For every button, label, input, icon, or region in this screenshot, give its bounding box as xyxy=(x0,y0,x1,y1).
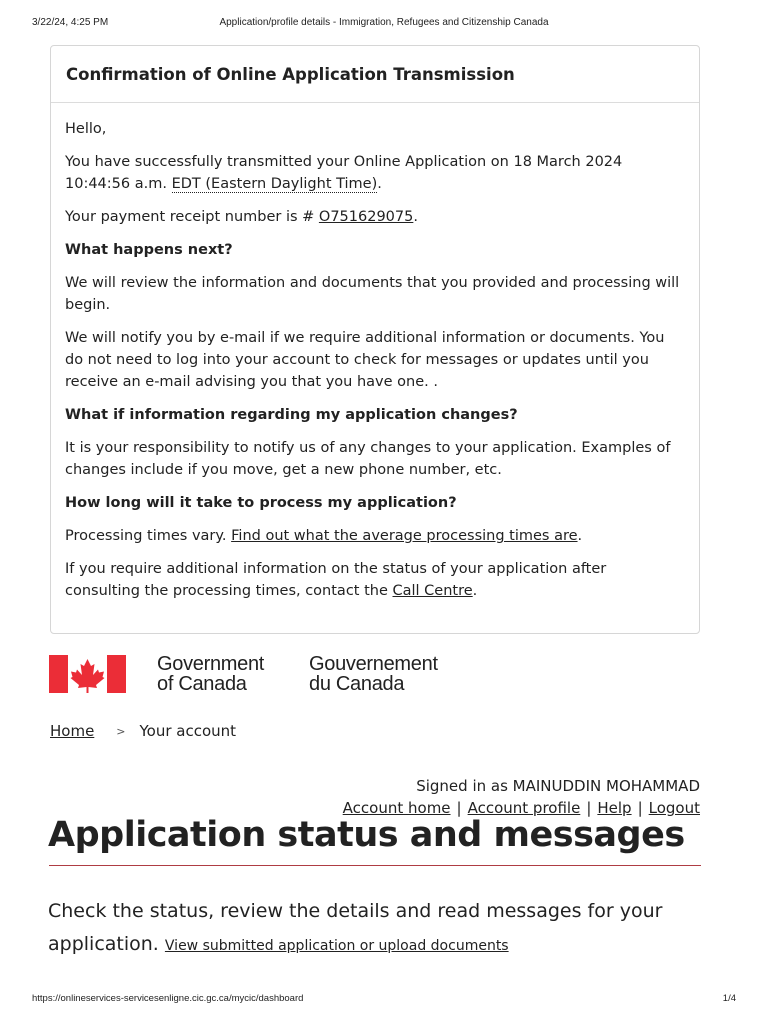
account-profile-link[interactable]: Account profile xyxy=(467,799,581,817)
status-suffix: . xyxy=(472,583,478,599)
print-header xyxy=(32,17,736,31)
help-link[interactable]: Help xyxy=(597,799,632,817)
next-paragraph-1: We will review the information and documents that you provided and processing will begin. xyxy=(65,275,680,313)
view-application-link[interactable]: View submitted application or upload documents xyxy=(164,938,509,954)
breadcrumb-separator: > xyxy=(116,724,126,738)
transmission-message xyxy=(65,151,685,195)
status-paragraph xyxy=(65,558,685,602)
breadcrumb-current: Your account xyxy=(139,722,237,740)
print-datetime: 3/22/24, 4:25 PM xyxy=(32,17,109,28)
changes-heading: What if information regarding my application changes? xyxy=(65,407,518,423)
receipt-text: Your payment receipt number is # xyxy=(65,209,319,225)
title-underline xyxy=(49,865,701,866)
gc-french-wordmark xyxy=(309,654,438,694)
confirmation-panel-header xyxy=(51,46,699,103)
page-title: Application status and messages xyxy=(48,815,685,855)
gc-fr-line-1: Gouvernement xyxy=(309,653,438,675)
transmission-text: You have successfully transmitted your Online Application on 18 March 2024 10:44:56 a.m. xyxy=(65,154,623,192)
print-page-title: Application/profile details - Immigration, Refugees and Citizenship Canada xyxy=(219,17,549,28)
print-page-number: 1/4 xyxy=(722,993,736,1004)
lead-text: Check the status, review the details and read messages for your application. xyxy=(48,900,663,955)
call-centre-link[interactable]: Call Centre xyxy=(392,583,473,599)
processing-time-text: Processing times vary. xyxy=(65,528,232,544)
transmission-suffix: . xyxy=(377,176,382,192)
gc-en-line-1: Government xyxy=(157,653,265,675)
processing-time-paragraph xyxy=(65,525,685,547)
print-footer xyxy=(32,993,736,1007)
signed-in-as: Signed in as MAINUDDIN MOHAMMAD xyxy=(416,777,700,795)
greeting: Hello, xyxy=(65,121,107,137)
next-paragraph-2: We will notify you by e-mail if we require additional information or documents. You do not need to log into your account to check for messages or updates until you receive an e-mail advising you that you have one. . xyxy=(65,330,665,390)
confirmation-panel-body xyxy=(51,103,699,602)
lead-paragraph xyxy=(48,895,708,963)
receipt-suffix: . xyxy=(413,209,418,225)
account-home-link[interactable]: Account home xyxy=(342,799,451,817)
breadcrumb xyxy=(50,722,236,740)
processing-time-suffix: . xyxy=(577,528,583,544)
confirmation-heading: Confirmation of Online Application Transmission xyxy=(66,64,515,84)
confirmation-panel xyxy=(50,45,700,634)
timezone-abbr: EDT (Eastern Daylight Time) xyxy=(171,176,378,192)
logout-link[interactable]: Logout xyxy=(648,799,700,817)
status-text: If you require additional information on the status of your application after consulting the processing times, contact the xyxy=(65,561,607,599)
link-separator: | xyxy=(456,799,462,817)
gc-en-line-2: of Canada xyxy=(157,673,247,695)
link-separator: | xyxy=(586,799,592,817)
breadcrumb-home-link[interactable]: Home xyxy=(50,722,95,740)
receipt-number-link[interactable]: O751629075 xyxy=(318,209,414,225)
processing-time-heading: How long will it take to process my application? xyxy=(65,495,457,511)
receipt-message xyxy=(65,206,685,228)
gc-fr-line-2: du Canada xyxy=(309,673,405,695)
account-menu xyxy=(343,775,700,819)
processing-times-link[interactable]: Find out what the average processing times are xyxy=(231,528,578,544)
canada-flag-icon xyxy=(49,655,126,693)
link-separator: | xyxy=(637,799,643,817)
government-of-canada-signature[interactable] xyxy=(49,653,438,695)
gc-english-wordmark xyxy=(157,654,264,694)
print-url: https://onlineservices-servicesenligne.cic.gc.ca/mycic/dashboard xyxy=(32,993,304,1004)
changes-paragraph: It is your responsibility to notify us of any changes to your application. Examples of changes include if you move, get a new phone number, etc. xyxy=(65,440,671,478)
next-heading: What happens next? xyxy=(65,242,233,258)
